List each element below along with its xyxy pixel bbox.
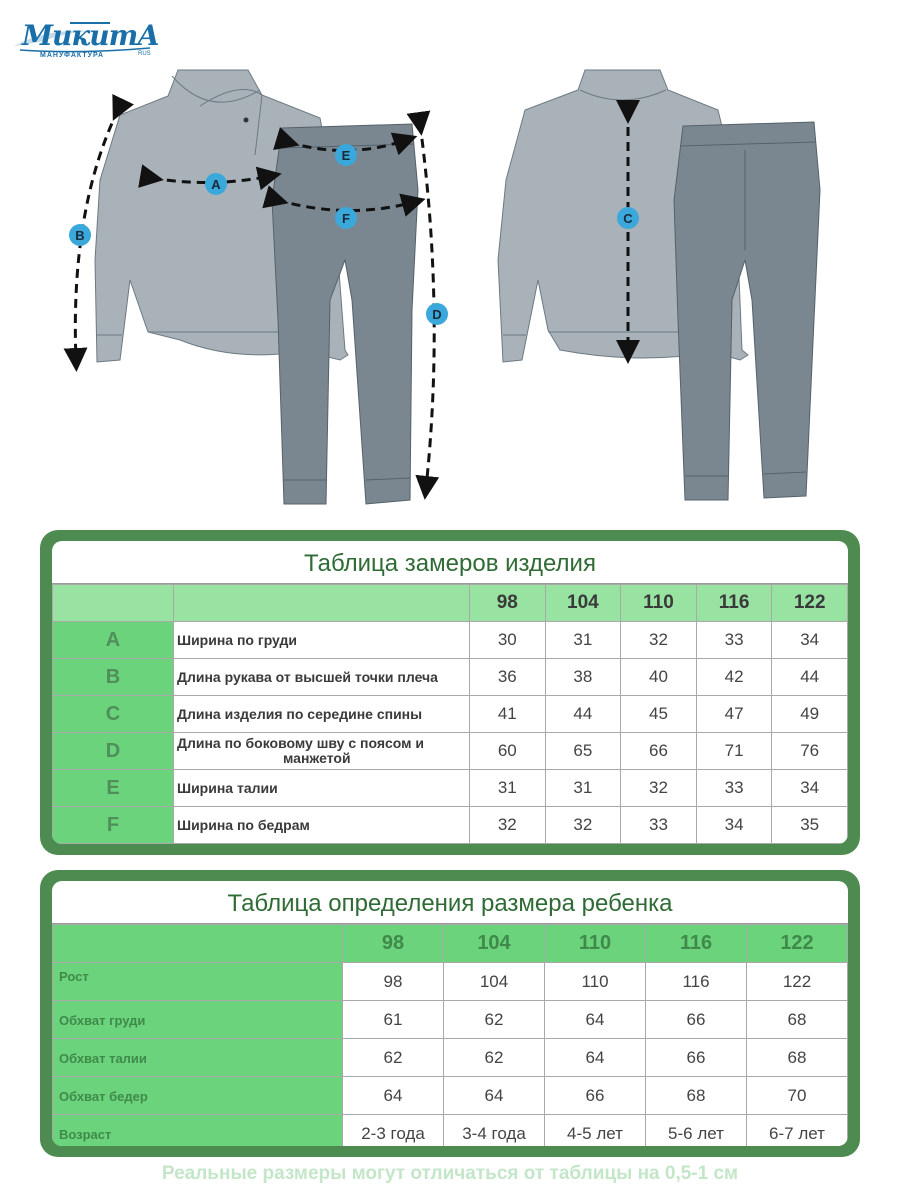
marker-f: [335, 207, 357, 229]
table-cell: 68: [747, 1001, 848, 1039]
row-letter: F: [53, 807, 174, 844]
table-header-row: [53, 925, 848, 963]
row-label: Возраст: [53, 1115, 343, 1147]
table-cell: 71: [696, 733, 772, 770]
row-letter: B: [53, 659, 174, 696]
child-size-panel: [40, 870, 860, 1157]
child-size-title: Таблица определения размера ребенка: [52, 881, 848, 924]
garment-diagram: [0, 60, 900, 520]
table-row: [53, 807, 848, 844]
size-header: 122: [747, 925, 848, 963]
row-label: Ширина по груди: [174, 622, 470, 659]
table-row: [53, 770, 848, 807]
logo-suffix: RUS: [138, 51, 151, 57]
table-row: [53, 622, 848, 659]
table-cell: 66: [545, 1077, 646, 1115]
marker-a: [205, 173, 227, 195]
table-cell: 34: [696, 807, 772, 844]
row-label: Ширина талии: [174, 770, 470, 807]
size-header: 98: [470, 585, 546, 622]
table-cell: 36: [470, 659, 546, 696]
table-cell: 98: [343, 963, 444, 1001]
size-header: 116: [696, 585, 772, 622]
table-cell: 68: [747, 1039, 848, 1077]
table-cell: 41: [470, 696, 546, 733]
row-letter: C: [53, 696, 174, 733]
table-cell: 33: [621, 807, 697, 844]
measurements-panel: [40, 530, 860, 855]
table-row: [53, 963, 848, 1001]
table-row: [53, 659, 848, 696]
table-cell: 38: [545, 659, 621, 696]
table-cell: 76: [772, 733, 848, 770]
size-header: 116: [646, 925, 747, 963]
table-cell: 116: [646, 963, 747, 1001]
table-cell: 65: [545, 733, 621, 770]
table-cell: 30: [470, 622, 546, 659]
table-cell: 122: [747, 963, 848, 1001]
table-row: [53, 696, 848, 733]
size-header: 122: [772, 585, 848, 622]
row-label: Длина изделия по середине спины: [174, 696, 470, 733]
table-cell: 61: [343, 1001, 444, 1039]
table-cell: 2-3 года: [343, 1115, 444, 1147]
svg-text:B: B: [75, 228, 85, 243]
back-pants-icon: [674, 122, 820, 500]
svg-text:D: D: [432, 307, 442, 322]
row-label: [174, 733, 470, 770]
row-label: Ширина по бедрам: [174, 807, 470, 844]
table-row: [53, 1001, 848, 1039]
table-cell: 66: [621, 733, 697, 770]
table-cell: 6-7 лет: [747, 1115, 848, 1147]
svg-text:C: C: [623, 211, 633, 226]
table-cell: 62: [444, 1001, 545, 1039]
size-header: 110: [545, 925, 646, 963]
table-cell: 44: [772, 659, 848, 696]
marker-c: [617, 207, 639, 229]
table-cell: 45: [621, 696, 697, 733]
size-header: 98: [343, 925, 444, 963]
table-cell: 42: [696, 659, 772, 696]
table-cell: 62: [343, 1039, 444, 1077]
table-header-row: [53, 585, 848, 622]
row-label-line2: манжетой: [283, 750, 351, 766]
table-cell: 32: [470, 807, 546, 844]
table-cell: 64: [444, 1077, 545, 1115]
footnote: Реальные размеры могут отличаться от таблицы на 0,5-1 см: [161, 1163, 739, 1184]
table-cell: 64: [545, 1039, 646, 1077]
table-cell: 70: [747, 1077, 848, 1115]
table-cell: 31: [470, 770, 546, 807]
table-cell: 64: [343, 1077, 444, 1115]
svg-text:F: F: [342, 211, 350, 226]
table-cell: 66: [646, 1001, 747, 1039]
size-header: 104: [444, 925, 545, 963]
table-cell: 31: [545, 622, 621, 659]
row-label: Обхват бедер: [53, 1077, 343, 1115]
table-cell: 104: [444, 963, 545, 1001]
child-size-table: [52, 924, 848, 1146]
table-cell: 3-4 года: [444, 1115, 545, 1147]
table-cell: 35: [772, 807, 848, 844]
table-cell: 60: [470, 733, 546, 770]
size-header: 110: [621, 585, 697, 622]
measurements-table: [52, 584, 848, 844]
table-cell: 44: [545, 696, 621, 733]
table-cell: 33: [696, 770, 772, 807]
logo-wordmark: МикитА: [22, 19, 160, 52]
table-cell: 31: [545, 770, 621, 807]
table-row: [53, 733, 848, 770]
table-cell: 110: [545, 963, 646, 1001]
garment-illustration: [0, 60, 900, 520]
table-cell: 33: [696, 622, 772, 659]
table-cell: 47: [696, 696, 772, 733]
front-pants-icon: [272, 124, 418, 504]
row-label: Обхват талии: [53, 1039, 343, 1077]
row-label: Обхват груди: [53, 1001, 343, 1039]
table-cell: 34: [772, 770, 848, 807]
table-cell: 4-5 лет: [545, 1115, 646, 1147]
svg-text:A: A: [211, 177, 221, 192]
logo-subtitle: МАНУФАКТУРА: [40, 52, 105, 59]
table-cell: 5-6 лет: [646, 1115, 747, 1147]
row-label-line1: Длина по боковому шву с поясом и: [177, 735, 424, 751]
table-cell: 68: [646, 1077, 747, 1115]
table-row: [53, 1039, 848, 1077]
table-cell: 32: [621, 770, 697, 807]
marker-b: [69, 224, 91, 246]
row-letter: A: [53, 622, 174, 659]
measurements-title: Таблица замеров изделия: [52, 541, 848, 584]
marker-d: [426, 303, 448, 325]
table-cell: 34: [772, 622, 848, 659]
table-cell: 32: [621, 622, 697, 659]
brand-logo: [10, 18, 160, 64]
table-cell: 62: [444, 1039, 545, 1077]
table-row: [53, 1077, 848, 1115]
row-label: Длина рукава от высшей точки плеча: [174, 659, 470, 696]
row-letter: E: [53, 770, 174, 807]
row-label: Рост: [53, 963, 343, 1001]
marker-e: [335, 144, 357, 166]
table-cell: 64: [545, 1001, 646, 1039]
table-cell: 32: [545, 807, 621, 844]
svg-text:E: E: [341, 148, 351, 163]
row-letter: D: [53, 733, 174, 770]
table-cell: 40: [621, 659, 697, 696]
table-row: [53, 1115, 848, 1147]
size-header: 104: [545, 585, 621, 622]
table-cell: 66: [646, 1039, 747, 1077]
table-cell: 49: [772, 696, 848, 733]
